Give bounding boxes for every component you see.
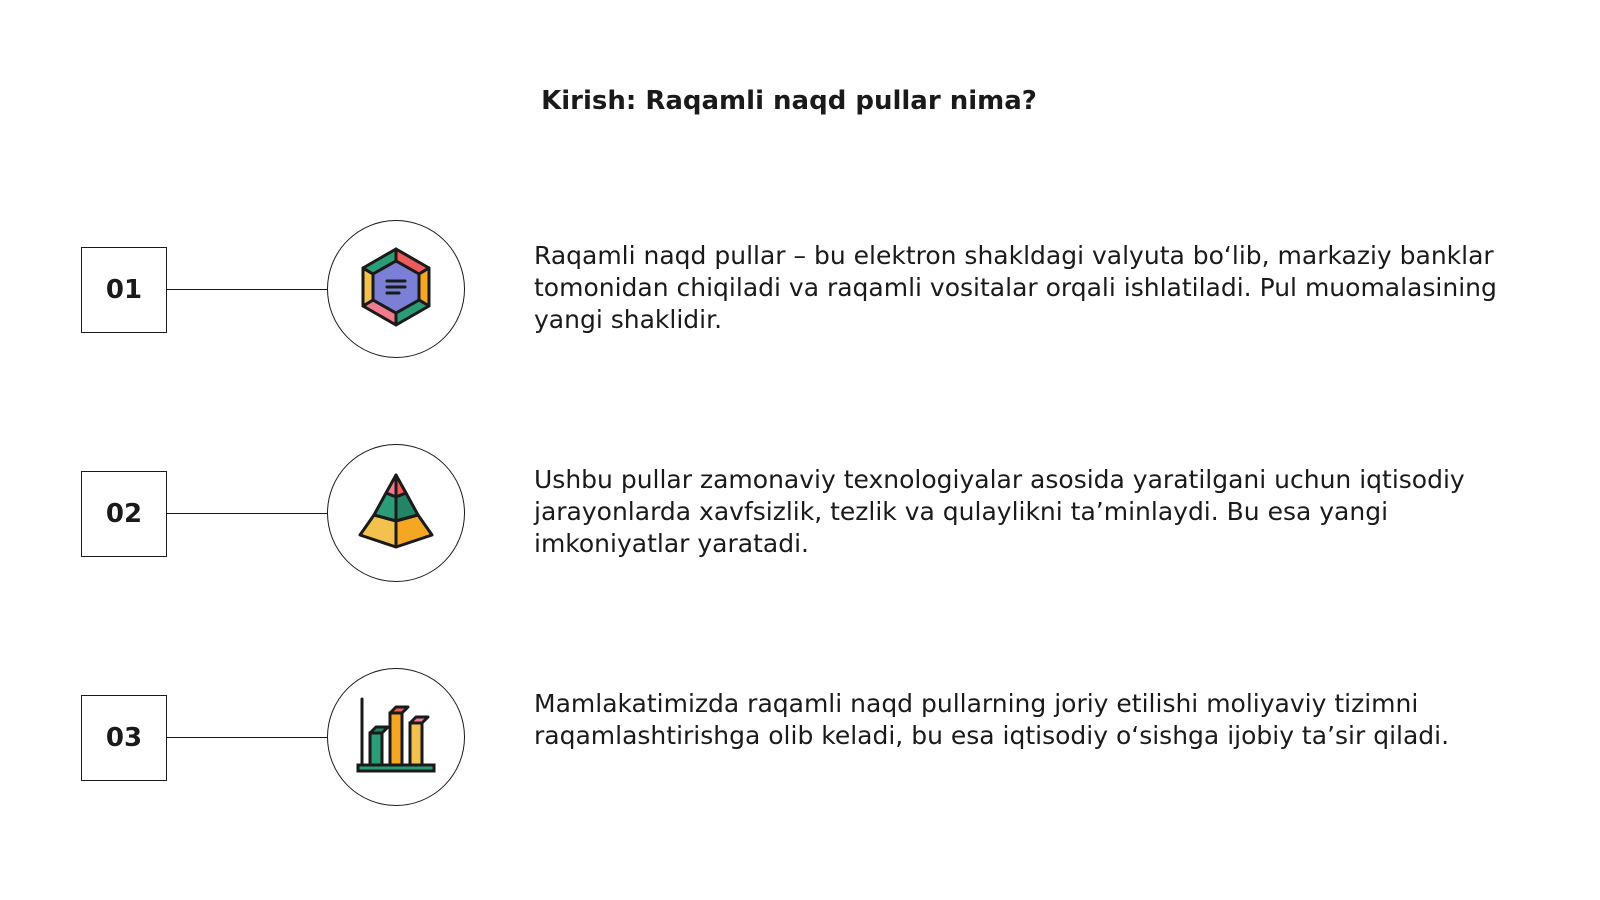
icon-circle: [327, 444, 465, 582]
icon-circle: [327, 220, 465, 358]
connector-line: [167, 737, 327, 738]
item-description: Ushbu pullar zamonaviy texnologiyalar asosida yaratilgani uchun iqtisodiy jarayonlarda xavfsizlik, tezlik va qulaylikni ta’minlaydi. Bu esa yangi imkoniyatlar yaratadi.: [534, 465, 1465, 558]
list-item: [0, 220, 1600, 360]
slide-title: Kirish: Raqamli naqd pullar nima?: [541, 86, 1037, 116]
icon-circle: [327, 668, 465, 806]
step-number-box: 01: [81, 247, 167, 333]
item-description: Raqamli naqd pullar – bu elektron shakldagi valyuta bo‘lib, markaziy banklar tomonidan chiqiladi va raqamli vositalar orqali ishlatiladi. Pul muomalasining yangi shaklidir.: [534, 241, 1497, 334]
step-number-box: 02: [81, 471, 167, 557]
connector-line: [167, 289, 327, 290]
pyramid-icon: [356, 471, 436, 555]
connector-line: [167, 513, 327, 514]
list-item: [0, 668, 1600, 808]
step-number-box: 03: [81, 695, 167, 781]
bar-chart-icon: [354, 693, 438, 781]
list-item: [0, 444, 1600, 584]
hexagon-document-icon: [359, 246, 433, 332]
item-description: Mamlakatimizda raqamli naqd pullarning joriy etilishi moliyaviy tizimni raqamlashtirishga olib keladi, bu esa iqtisodiy o‘sishga ijobiy ta’sir qiladi.: [534, 689, 1450, 750]
